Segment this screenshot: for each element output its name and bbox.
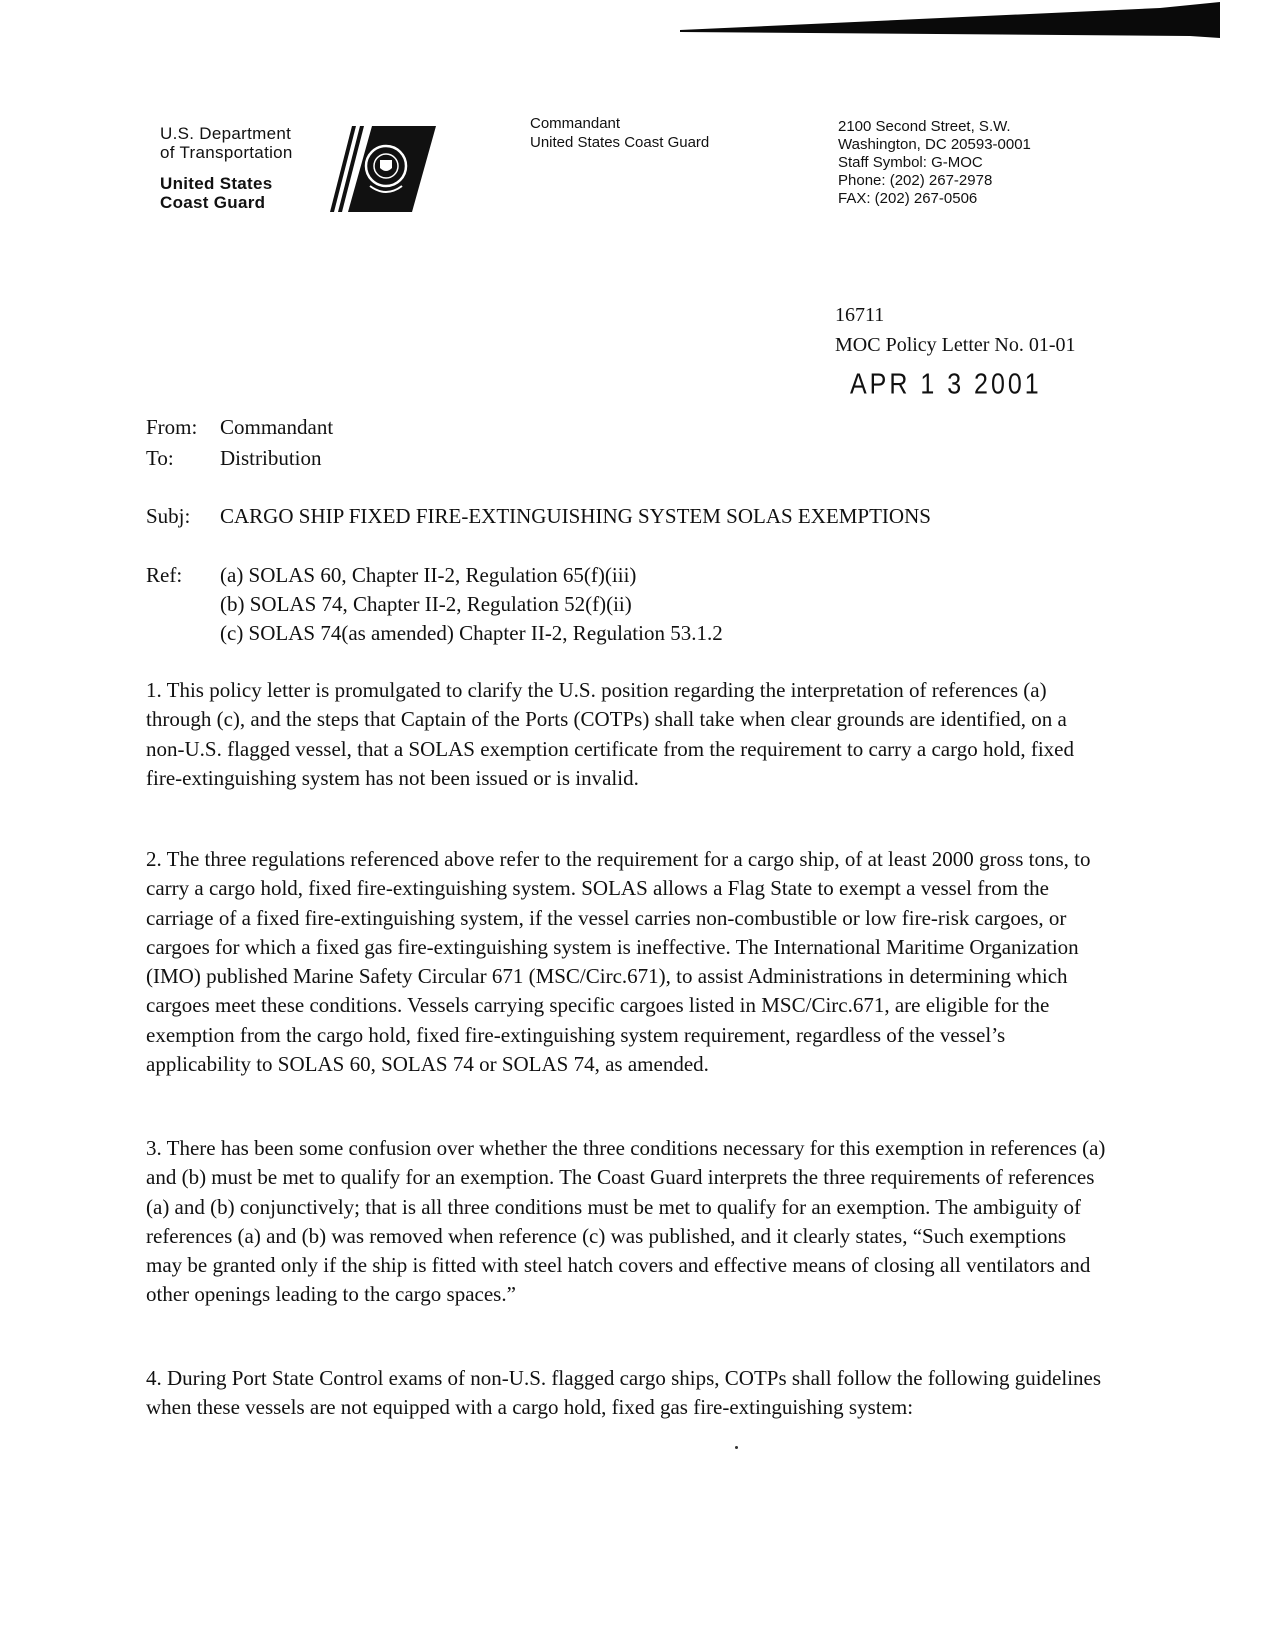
phone-number: Phone: (202) 267-2978 — [838, 172, 993, 189]
logo-line-department: U.S. Department — [160, 124, 292, 143]
reference-item-a: (a) SOLAS 60, Chapter II-2, Regulation 65(f)(iii) — [220, 563, 637, 587]
staff-symbol: Staff Symbol: G-MOC — [838, 154, 983, 171]
coast-guard-emblem-icon — [318, 124, 436, 216]
agency-logo — [146, 110, 436, 220]
references-row — [146, 561, 723, 648]
address-block — [838, 118, 1031, 208]
subject-value: CARGO SHIP FIXED FIRE-EXTINGUISHING SYSTEM SOLAS EXEMPTIONS — [220, 504, 931, 528]
paragraph-3: 3. There has been some confusion over whether the three conditions necessary for this exemption in references (a) and (b) must be met to qualify for an exemption. The Coast Guard interprets the three requirements of references (a) and (b) conjunctively; that is all three conditions must be met to qualify for an exemption. The ambiguity of references (a) and (b) was removed when reference (c) was published, and it clearly states, “Such exemptions may be granted only if the ship is fitted with steel hatch covers and effective means of closing all ventilators and other openings leading to the cargo spaces.” — [146, 1136, 1106, 1307]
address-city: Washington, DC 20593-0001 — [838, 136, 1031, 153]
from-label: From: — [146, 415, 198, 439]
sender-block — [530, 114, 709, 152]
reference-item-b: (b) SOLAS 74, Chapter II-2, Regulation 52(f)(ii) — [220, 592, 632, 616]
sender-title: Commandant — [530, 115, 621, 132]
references-list — [220, 561, 723, 648]
address-street: 2100 Second Street, S.W. — [838, 118, 1011, 135]
date-stamp: APR 1 3 2001 — [850, 368, 1042, 401]
from-row — [146, 412, 333, 443]
reference-item-c: (c) SOLAS 74(as amended) Chapter II-2, Regulation 53.1.2 — [220, 621, 723, 645]
to-row — [146, 443, 333, 474]
paragraph-2: 2. The three regulations referenced above refer to the requirement for a cargo ship, of at least 2000 gross tons, to carry a cargo hold, fixed fire-extinguishing system. SOLAS allows a Flag State to exempt a vessel from the carriage of a fixed fire-extinguishing system, if the vessel carries non-combustible or low fire-risk cargoes, or cargoes for which a fixed gas fire-extinguishing system is ineffective. The International Maritime Organization (IMO) published Marine Safety Circular 671 (MSC/Circ.671), to assist Administrations in determining which cargoes meet these conditions. Vessels carrying specific cargoes listed in MSC/Circ.671, are eligible for the exemption from the cargo hold, fixed fire-extinguishing system requirement, regardless of the vessel’s applicability to SOLAS 60, SOLAS 74 or SOLAS 74, as amended. — [146, 847, 1091, 1077]
logo-line-transportation: of Transportation — [160, 143, 293, 162]
subject-label: Subj: — [146, 504, 191, 528]
paragraph-4: 4. During Port State Control exams of non-U.S. flagged cargo ships, COTPs shall follow the following guidelines when these vessels are not equipped with a cargo hold, fixed gas fire-extinguishing system: — [146, 1366, 1102, 1420]
to-value: Distribution — [220, 446, 322, 470]
to-label: To: — [146, 446, 174, 470]
logo-line-united-states: United States — [160, 174, 273, 193]
logo-line-coast-guard: Coast Guard — [160, 193, 266, 212]
references-label: Ref: — [146, 563, 183, 587]
memo-header — [146, 412, 333, 474]
paragraph-1: 1. This policy letter is promulgated to clarify the U.S. position regarding the interpretation of references (a) through (c), and the steps that Captain of the Ports (COTPs) shall take when clear grounds are identified, on a non-U.S. flagged vessel, that a SOLAS exemption certificate from the requirement to carry a cargo hold, fixed fire-extinguishing system has not been issued or is invalid. — [146, 678, 1074, 790]
agency-name — [160, 124, 293, 212]
policy-letter-number: MOC Policy Letter No. 01-01 — [835, 334, 1076, 356]
sender-organization: United States Coast Guard — [530, 134, 710, 151]
scan-artifact-bar — [680, 0, 1220, 38]
subject-row — [146, 501, 931, 531]
scan-speck — [735, 1446, 738, 1449]
file-reference — [835, 300, 1076, 360]
from-value: Commandant — [220, 415, 334, 439]
fax-number: FAX: (202) 267-0506 — [838, 190, 978, 207]
ssic-number: 16711 — [835, 304, 885, 326]
